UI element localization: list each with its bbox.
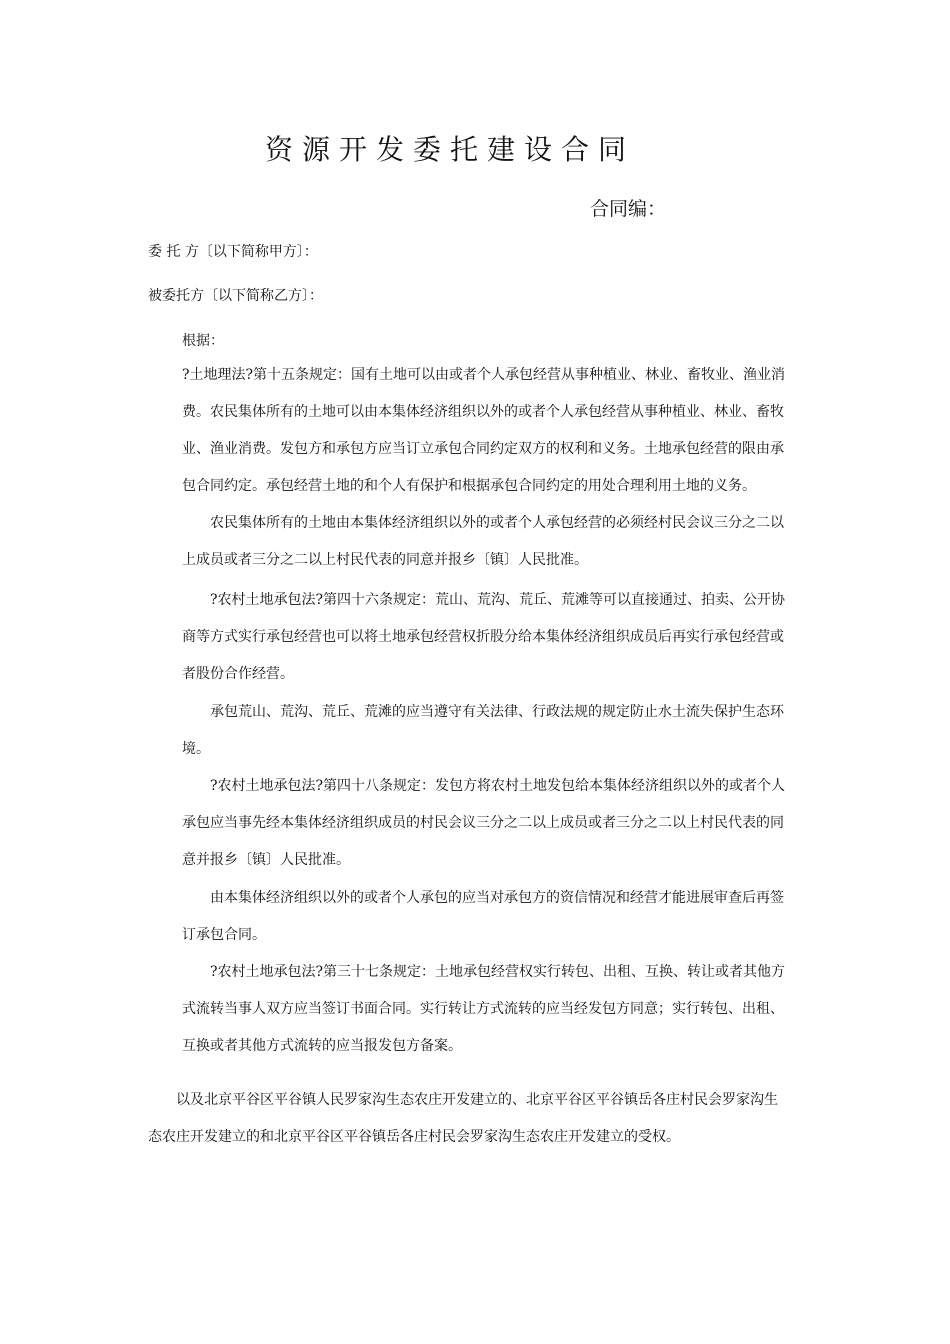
paragraph-line: ?农村土地承包法?第三十七条规定：土地承包经营权实行转包、出租、互换、转让或者其他方: [210, 964, 786, 980]
party-a-label: 委 托 方〔以下简称甲方〕：: [148, 244, 318, 260]
paragraph-line: 包合同约定。承包经营土地的和个人有保护和根据承包合同约定的用处合理利用土地的义务。: [182, 478, 756, 494]
paragraph: [182, 582, 785, 693]
paragraph-line: 由本集体经济组织以外的或者个人承包的应当对承包方的资信情况和经营才能进展审查后再签: [210, 890, 784, 906]
paragraph-line: 承包应当事先经本集体经济组织成员的村民会议三分之二以上成员或者三分之二以上村民代表的同: [182, 815, 784, 831]
paragraph-line: ?农村土地承包法?第四十八条规定：发包方将农村土地发包给本集体经济组织以外的或者个人: [210, 778, 786, 794]
paragraph-line: 承包荒山、荒沟、荒丘、荒滩的应当遵守有关法律、行政法规的规定防止水土流失保护生态环: [210, 704, 784, 720]
paragraph-line: 费。农民集体所有的土地可以由本集体经济组织以外的或者个人承包经营从事种植业、林业、畜牧: [182, 404, 784, 420]
paragraph: [182, 505, 784, 579]
paragraph-line: 农民集体所有的土地由本集体经济组织以外的或者个人承包经营的必须经村民会议三分之二以: [210, 515, 784, 531]
paragraph-line: 互换或者其他方式流转的应当报发包方备案。: [182, 1038, 462, 1054]
paragraph-line: 意并报乡〔镇〕人民批准。: [182, 852, 350, 868]
paragraph-line: 商等方式实行承包经营也可以将土地承包经营权折股分给本集体经济组织成员后再实行承包经营或: [182, 629, 784, 645]
paragraph-line: 境。: [182, 741, 210, 757]
basis-label: 根据：: [182, 333, 224, 349]
paragraph: [182, 357, 785, 505]
paragraph: [182, 880, 784, 954]
paragraph-line: 上成员或者三分之二以上村民代表的同意并报乡〔镇〕人民批准。: [182, 552, 588, 568]
paragraph: [148, 1082, 778, 1156]
paragraph-line: 式流转当事人双方应当签订书面合同。实行转让方式流转的应当经发包方同意；实行转包、出租、: [182, 1001, 784, 1017]
paragraph: [182, 954, 785, 1065]
document-title: 资源开发委托建设合同: [264, 133, 635, 166]
paragraph: [182, 694, 784, 768]
paragraph-line: 业、渔业消费。发包方和承包方应当订立承包合同约定双方的权利和义务。土地承包经营的限由承: [182, 441, 784, 457]
paragraph-line: 订承包合同。: [182, 927, 266, 943]
paragraph-line: 者股份合作经营。: [182, 666, 294, 682]
paragraph-line: 态农庄开发建立的和北京平谷区平谷镇岳各庄村民会罗家沟生态农庄开发建立的受权。: [148, 1129, 680, 1145]
paragraph-line: 以及北京平谷区平谷镇人民罗家沟生态农庄开发建立的、北京平谷区平谷镇岳各庄村民会罗家沟生: [176, 1092, 778, 1108]
paragraph-line: ?土地理法?第十五条规定：国有土地可以由或者个人承包经营从事种植业、林业、畜牧业、渔业消: [182, 367, 786, 383]
contract-number-label: 合同编：: [590, 198, 667, 220]
paragraph: [182, 768, 785, 879]
paragraph-line: ?农村土地承包法?第四十六条规定：荒山、荒沟、荒丘、荒滩等可以直接通过、拍卖、公开协: [210, 592, 786, 608]
party-b-label: 被委托方〔以下简称乙方〕：: [148, 288, 323, 304]
